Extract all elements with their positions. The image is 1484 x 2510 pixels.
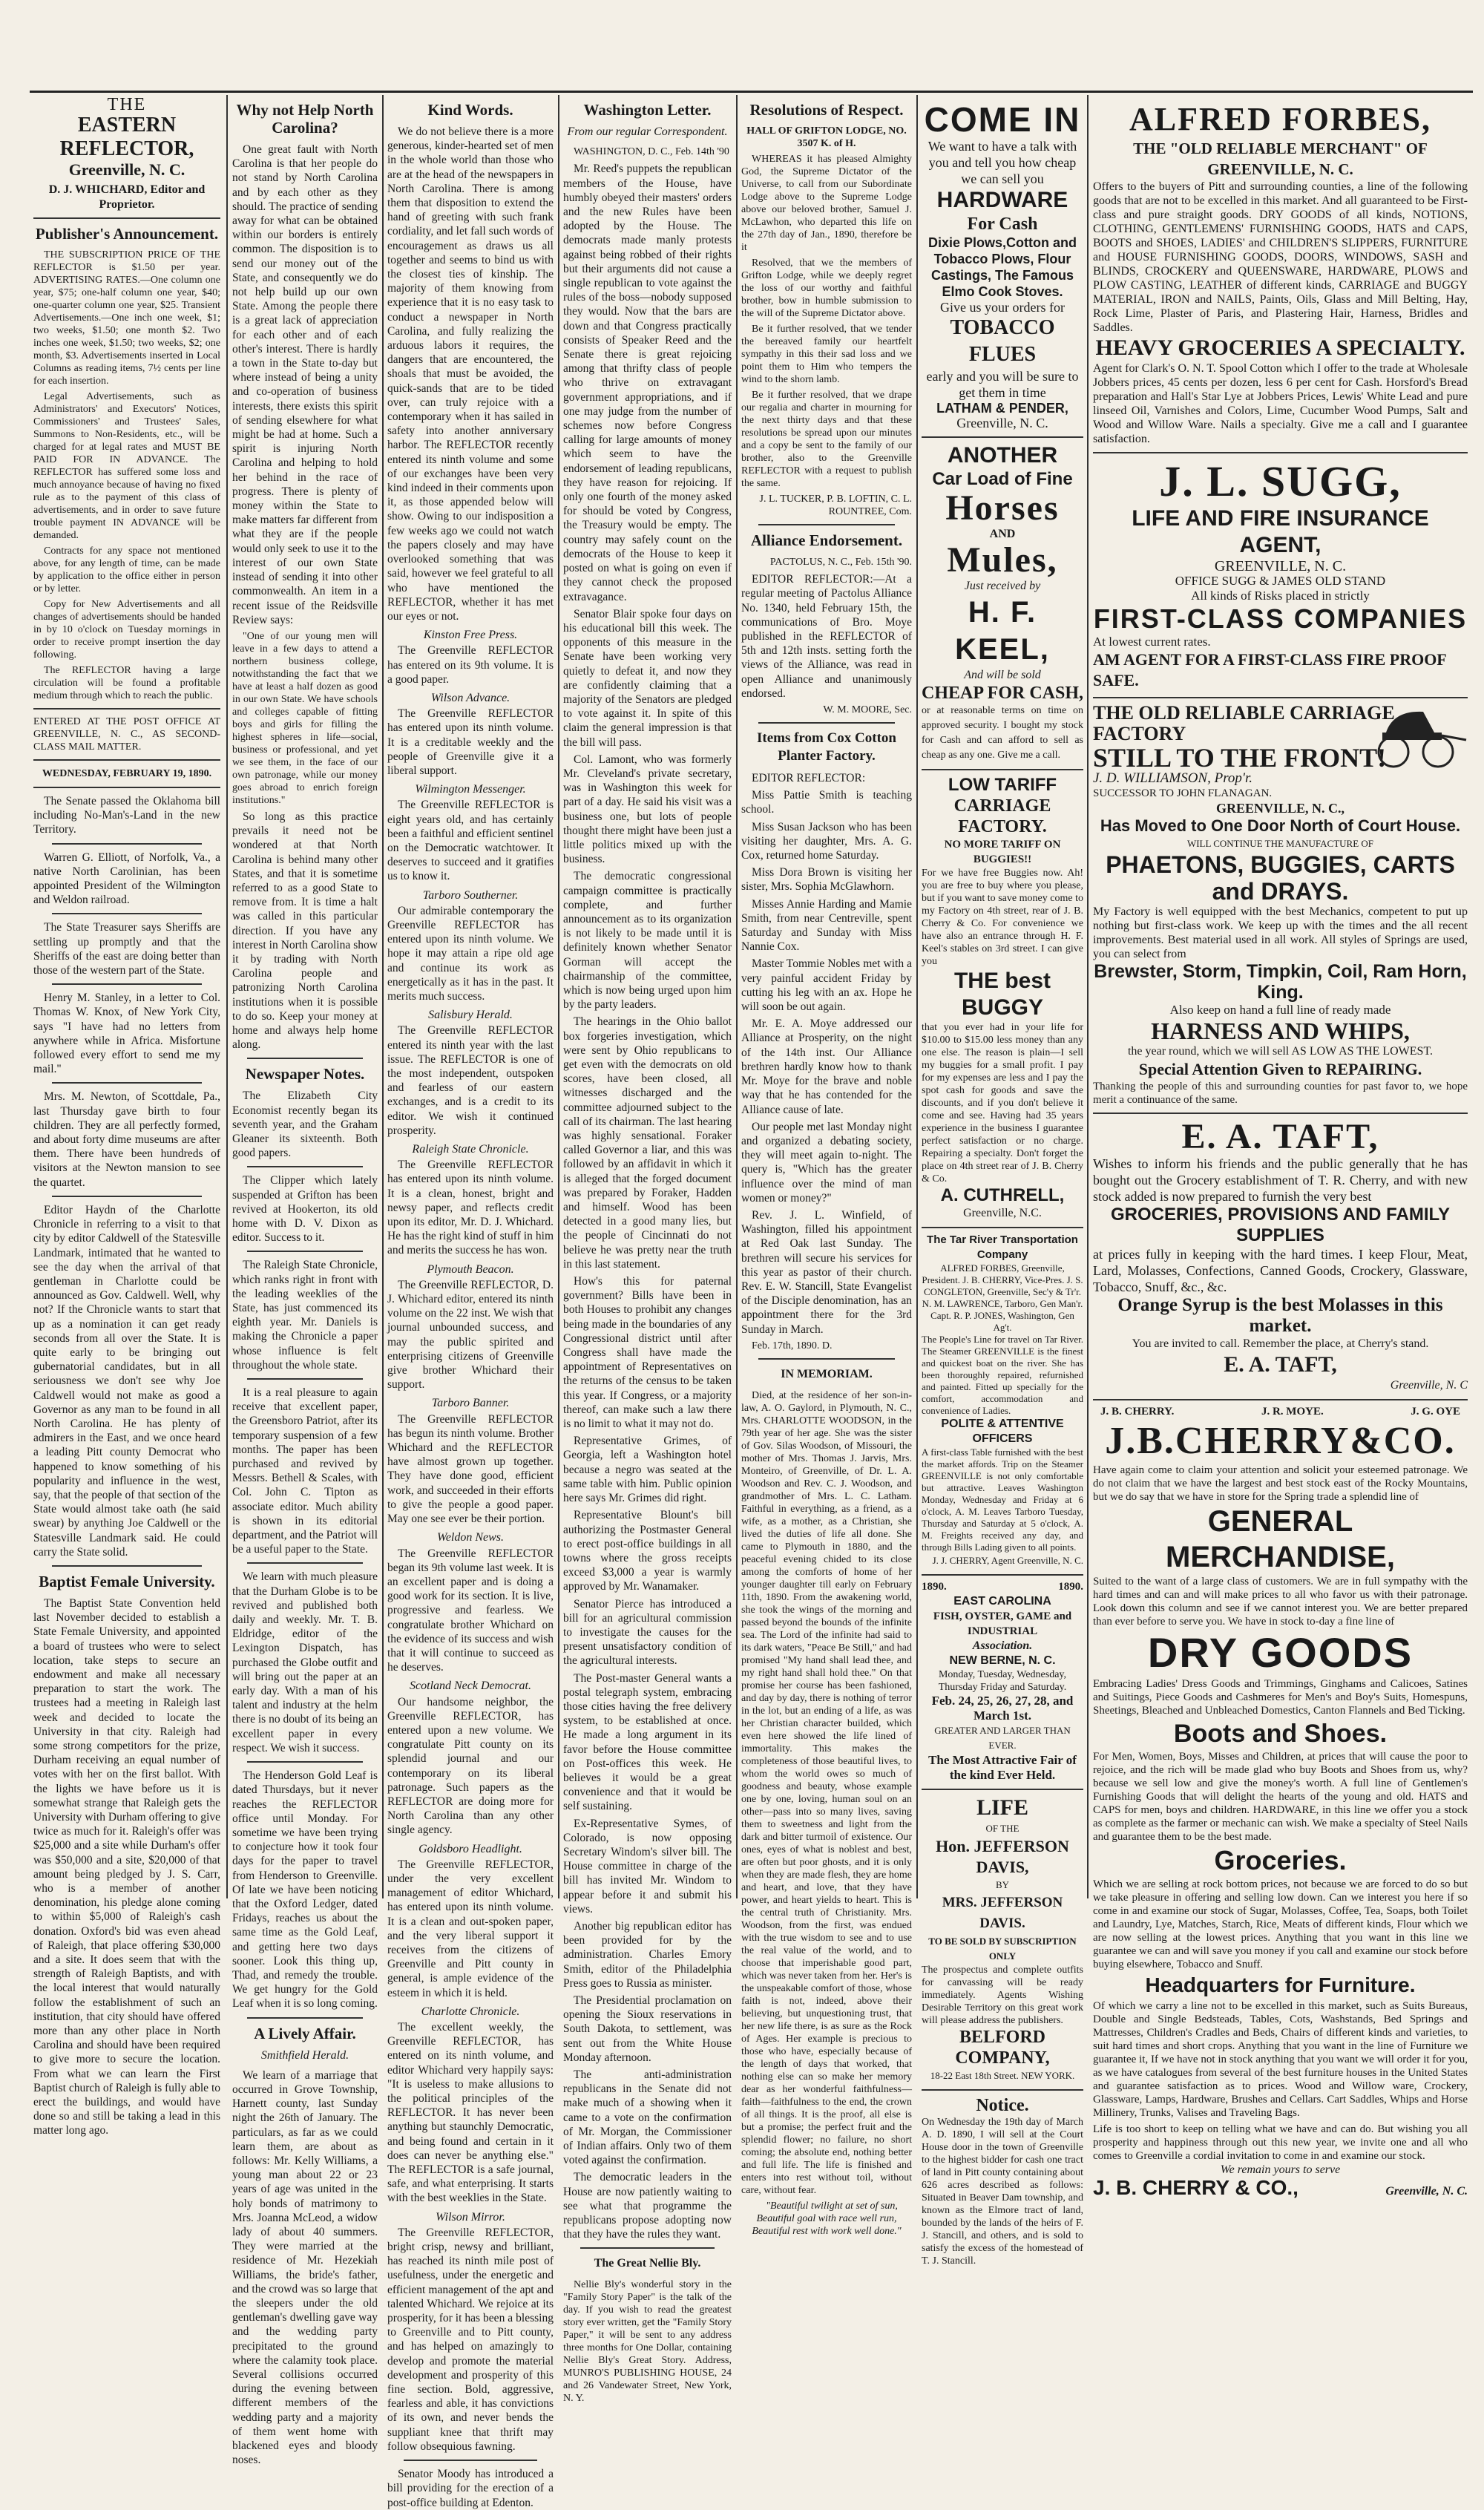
kind-words-intro: We do not believe there is a more generous, kinder-hearted set of men in the whole world than those who are at the head of the newspapers in North Carolina. There is among them that disposition to extend the hand of greeting with such frank cordiality, and let fall such words of encouragement as draws us all together and seems to bind us with the closest ties of kinship. The majority of them knowing from experience that it is no easy task to conduct a newspaper in North Carolina, and fully realizing the arduous labors it requires, the dangers that are encountered, the shoals that must be avoided, the quick-sands that are to be tided over, can truly rejoice with a contemporary when it has sailed in safety into another anniversary harbor. The REFLECTOR recently entered its ninth volume and some of our exchanges have been very kind indeed in their comments upon it, as those appended below will show. Owing to our indisposition a few weeks ago we could not watch the papers closely and may have overlooked something that was said, however we feel grateful to all who have mentioned the REFLECTOR, whether it has met our eyes or not.: [387, 125, 554, 623]
tariff-body: For we have free Buggies now. Ah! you are free to buy where you please, but if you want to save money come to my Factory on 4th street, rear of J. B. Cherry & Co. For convenience we have also an entrance through H. F. Keel's stables on 3rd street. I can give you: [922, 868, 1083, 967]
exchange-quote: Our handsome neighbor, the Greenville REFLECTOR, has entered upon a new volume. We congratulate Pitt county on its splendid journal and our contemporary on its liberal patronage. Such papers as the REFLECTOR are doing more for North Carolina than any other single agency.: [387, 1695, 554, 1837]
note-item: We learn with much pleasure that the Durham Globe is to be revived and published both daily and weekly. Mr. T. B. Eldridge, editor of the Lexington Dispatch, has purchased the Globe outfit and will bring out the paper at an early day. With a man of his talent and industry at the helm there is no doubt of its being an excellent paper in every respect. We wish it success.: [232, 1570, 378, 1754]
letter-paragraph: The Post-master General wants a postal telegraph system, embracing those cities having the free delivery system, to be established at once. He made a long argument in its favor before the House committee on Post-offices this week. He believes it would be a great convenience and that it would be self sustaining.: [563, 1671, 732, 1813]
groceries-heading: Groceries.: [1214, 1845, 1347, 1876]
exchange-source: Charlotte Chronicle.: [421, 2005, 520, 2018]
cherry-intro: Have again come to claim your attention and solicit your esteemed patronage. We do not claim that we have the largest and best stock east of the Rocky Mountains, but we do say that we have in store for the Spring trade a splendid line of: [1093, 1464, 1468, 1504]
keel-ad: [922, 438, 1083, 770]
masthead-place: Greenville, N. C.: [68, 160, 186, 180]
dry-goods: DRY GOODS: [1147, 1629, 1414, 1677]
cuthrell-name: A. CUTHRELL,: [940, 1185, 1065, 1205]
buggy-icon: [1364, 703, 1468, 770]
belford-company: BELFORD COMPANY,: [955, 2028, 1050, 2068]
alliance-date: PACTOLUS, N. C., Feb. 15th '90.: [769, 557, 912, 568]
news-item: Henry M. Stanley, in a letter to Col. Thomas W. Knox, of New York City, says "I have had no letters from anywhere while in Africa. Misfortune followed every effort to send me my mail.": [33, 992, 220, 1076]
letter-paragraph: Another big republican editor has been provided for by the administration. Charles Emory Smith, editor of the Philadelphia Press goes to Russia as minister.: [563, 1919, 732, 1990]
flues-sub: early and you will be sure to get them in time: [926, 369, 1079, 400]
divider: [33, 217, 220, 219]
column-5: [741, 96, 912, 2237]
cuthrell-place: Greenville, N.C.: [963, 1207, 1042, 1219]
another-heading: ANOTHER: [947, 443, 1058, 468]
cox-signature: Feb. 17th, 1890. D.: [752, 1340, 833, 1351]
thanks-note: Thanking the people of this and surrounding counties for past favor to, we hope merit a continuance of the same.: [1093, 1081, 1468, 1106]
orange-syrup: Orange Syrup is the best Molasses in this market.: [1117, 1295, 1443, 1336]
partner-oye: J. G. OYE: [1411, 1406, 1460, 1418]
cox-item: Our people met last Monday night and organized a debating society, they will meet again to-night. The query is, "Which has the greater influence over the mind of man women or money?": [741, 1120, 912, 1205]
column-rule: [558, 95, 559, 1898]
in-memoriam-poem: "Beautiful twilight at set of sun, Beautiful goal with race well run, Beautiful rest with work well done.": [752, 2200, 902, 2237]
exchange-quote: The Greenville REFLECTOR entered its ninth year with the last issue. The REFLECTOR is one of the most independent, outspoken and fearless of our eastern exchanges, and is a credit to its editor. We wish it continued prosperity.: [387, 1024, 554, 1137]
exchange-quote: The Greenville REFLECTOR began its 9th volume last week. It is an excellent paper and is doing a good work for its section. It is live, progressive and fearless. We congratulate brother Whichard on the evidence of its success and wish that it will continue to succeed as he deserves.: [387, 1547, 554, 1674]
lowest-rates: At lowest current rates.: [1093, 635, 1211, 649]
news-item: Editor Haydn of the Charlotte Chronicle in referring to a visit to that city by editor Caldwell of the Statesville Landmark, intimated that he wanted to see the day when the arrival of that gentleman in Charlotte could be announced as Gov. Caldwell. Well, why not? If the Chronicle wants to start that up as a nomination it can get ready seconds from all over the State. It is quite early to be bringing out gubernatorial candidates, but in all seriousness we don't see why Joe Caldwell would not make as good a Governor as any man to be found in all North Carolina. He has plenty of admirers in the East, and we once heard a leading Pitt county Democrat who happened to know something of his popularity and influence in the west, say, that the people of that section of the State would almost take oath (he said swear) by anything Joe Caldwell or the Statesville Landmark said. He could carry the State solid.: [33, 1203, 220, 1559]
tar-river-title: The Tar River Transportation Company: [927, 1233, 1078, 1261]
partner-cherry: J. B. CHERRY.: [1100, 1406, 1175, 1418]
alliance-body: EDITOR REFLECTOR:—At a regular meeting of Pactolus Alliance No. 1340, held February 15th, the communications of Bro. Moye published in the REFLECTOR of 5th and 12th insts. setting forth the views of the Alliance, was read in open Alliance and unanimously endorsed.: [741, 573, 912, 700]
exchange-quote: The Greenville REFLECTOR is eight years old, and has certainly been a faithful and efficient sentinel on the Democratic watchtower. It deserves to succeed and it gratifies us to know it.: [387, 799, 554, 883]
also-keep: Also keep on hand a full line of ready made: [1169, 1003, 1391, 1017]
williamson-ad: [1093, 698, 1468, 1114]
note-item: The Clipper which lately suspended at Grifton has been revived at Hookerton, its old home with D. V. Dixon as editor. Success to it.: [232, 1174, 378, 1245]
come-in-sub: We want to have a talk with you and tell you how cheap we can sell you: [928, 139, 1077, 186]
by-word: BY: [995, 1879, 1010, 1891]
divider: [247, 1562, 364, 1564]
divider: [247, 2017, 364, 2019]
notice-body: On Wednesday the 19th day of March A. D. 1890, I will sell at the Court House door in the town of Greenville to the highest bidder for cash one tract of land in Pitt county containing about 626 acres described as follows: Situated in Beaver Dam township, and known as the Elmore tract of land, bounded by the lands of the heirs of F. J. Stancill, and others, and is sold to satisfy the excess of the homestead of T. J. Stancill.: [922, 2117, 1083, 2267]
factory-body: My Factory is well equipped with the best Mechanics, competent to put up nothing but first-class work. We keep up with the times and the all recent improvements. Best material used in all work. All styles of Springs are used, you can select from: [1093, 905, 1468, 960]
divider: [758, 1358, 895, 1360]
exchange-quote: The Greenville REFLECTOR has entered upon its ninth volume. It is a clean, honest, bright and newsy paper, and reflects credit upon its editor, Mr. D. J. Whichard. He has the right kind of stuff in him and merits the success he has won.: [387, 1159, 554, 1257]
taft-signature: E. A. TAFT,: [1224, 1352, 1337, 1377]
year-left: 1890.: [922, 1581, 947, 1593]
baptist-university-body: The Baptist State Convention held last November decided to establish a State Female University, and appointed a board of trustees who were to select location, take steps to secure an endowment and make all necessary preparation to start the work. The trustees had a meeting in Raleigh last week and decided to locate the University in that city. Raleigh had some strong competitors for the prize, Durham receiving an equal number of votes with her on the first ballot. With the lights we have before us it is somewhat strange that Raleigh gets the University with Durham offering to give twice as much for it. Raleigh's offer was $25,000 and a site while Durham's offer was $50,000 and a site, $20,000 of that amount being pledged by J. S. Carr, who is a member of another denomination, his pledge alone coming to within $5,000 of Raleigh's cash donation. Oxford's bid was even ahead of Raleigh, that place offering $30,000 and a site. It does seem that with the strength of Raleigh Baptists, and with the local interest that would naturally follow the establishment of such an institution, that city should have offered more than any other place in North Carolina and should have been required to give more to secure the location. From what we can learn the First Baptist church of Raleigh is fully able to erect the buildings, and would have done so and still be taking a lead in this matter long ago.: [33, 1596, 220, 2137]
note-item: The Elizabeth City Economist recently began its seventh year, and the Graham Gleaner its sixteenth. Both good papers.: [232, 1089, 378, 1160]
letter-paragraph: The hearings in the Ohio ballot box forgeries investigation, which were sent by Ohio republicans to get even with the democrats on old scores, have been closed, all witnesses discharged and the committee adjourned subject to the call of its chairman. The last hearing was highly sensational. Foraker called Governor a liar, and this was followed by an affidavit in which it is alleged that the forged document was prepared by Foraker, Hadden and himself. Wood has been detected in a good many lies, but the people of Cincinnati do not believe he was pretty near the truth in this last statement.: [563, 1015, 732, 1271]
in-memoriam-title: IN MEMORIAM.: [781, 1367, 873, 1380]
will-be-sold: And will be sold: [964, 669, 1041, 681]
taft-body-2: at prices fully in keeping with the hard times. I keep Flour, Meat, Lard, Molasses, Confections, Canned Goods, Crockery, Glassware, Tobacco, Snuff, &c., &c.: [1093, 1247, 1468, 1294]
resolution-paragraph: Be it further resolved, that we drape our regalia and charter in mourning for the next thirty days and that these resolutions be spread upon our minutes and a copy be sent to the family of our brother, also to the Greenville REFLECTOR with a request to publish the same.: [741, 390, 912, 489]
forbes-body: Offers to the buyers of Pitt and surrounding counties, a line of the following goods that are not to be excelled in this market. And all guaranteed to be First-class and pure straight goods. DRY GOODS of all kinds, NOTIONS, CLOTHING, GENTLEMENS' FURNISHING GOODS, HATS and CAPS, BOOTS and SHOES, LADIES' and CHILDREN'S SLIPPERS, FURNITURE and HOUSE FURNISHING GOODS, DOORS, WINDOWS, SASH and BLINDS, CROCKERY and QUEENSWARE, HARDWARE, PLOWS and PLOW CASTING, LEATHER of different kinds, CARRIAGE and BUGGY MATERIAL, IRON and NAILS, Paints, Oils, Glass and Mill Belting, Hay, Rock Lime, Plaster of Paris, and Plastering Hair, Harness, Bridles and Saddles.: [1093, 180, 1468, 334]
exchange-quote: The Greenville REFLECTOR, bright crisp, newsy and brilliant, has reached its ninth mile post of usefulness, under the energetic and efficient management of the apt and talented Whichard. We rejoice at its prosperity, for it has been a blessing to Greenville and to Pitt county, and has helped on amazingly to develop and promote the material development and prosperity of this fine section. Bold, aggressive, fearless and able, it has convictions of its own, and never bends the suppliant knee that thrift may follow obsequious fawning.: [387, 2226, 554, 2453]
greater-larger: GREATER AND LARGER THAN EVER.: [934, 1725, 1071, 1752]
phaetons-buggies: PHAETONS, BUGGIES, CARTS and DRAYS.: [1106, 851, 1455, 905]
notice-ad: [922, 2091, 1083, 2267]
of-the: OF THE: [985, 1823, 1020, 1835]
horses-heading: Horses: [945, 488, 1060, 528]
cox-item: Miss Susan Jackson who has been visiting her daughter, Mrs. A. G. Cox, returned home Saturday.: [741, 820, 912, 862]
entered-post-office: ENTERED AT THE POST OFFICE AT GREENVILLE, N. C., AS SECOND-CLASS MAIL MATTER.: [33, 715, 220, 753]
cox-item: Misses Annie Harding and Mamie Smith, from near Centreville, spent Saturday and Sunday with Miss Nannie Cox.: [741, 897, 912, 954]
special-repairing: Special Attention Given to REPAIRING.: [1138, 1060, 1422, 1078]
cox-item: Rev. J. L. Winfield, of Washington, filled his appointment at Red Oak last Sunday. The brethren will secure his services for this year as pastor of their church. Rev. E. W. Stancill, State Evangelist of the Disciple denomination, has an appointment there for the 3rd Sunday in March.: [741, 1208, 912, 1336]
cox-item: Miss Dora Brown is visiting her sister, Mrs. Sophia McGlawhorn.: [741, 866, 912, 894]
spring-styles: Brewster, Storm, Timpkin, Coil, Ram Horn, King.: [1094, 961, 1467, 1003]
column-rule: [736, 95, 738, 1898]
column-1: [33, 95, 220, 2137]
just-received: Just received by: [964, 580, 1041, 592]
taft-name: E. A. TAFT,: [1181, 1117, 1379, 1156]
letter-paragraph: The anti-administration republicans in the Senate did not make much of a showing when it came to a vote on the confirmation of Mr. Morgan, the Commissioner of Indian affairs. Only two of them voted against the confirmation.: [563, 2068, 732, 2167]
masthead-the: THE: [107, 95, 147, 114]
east-carolina: EAST CAROLINA: [953, 1595, 1051, 1608]
first-class-companies: FIRST-CLASS COMPANIES: [1093, 603, 1468, 634]
news-item: Warren G. Elliott, of Norfolk, Va., a native North Carolinian, has been appointed President of the Wilmington and Weldon railroad.: [33, 851, 220, 907]
divider: [52, 913, 202, 914]
divider: [247, 1058, 364, 1059]
why-not-help-title: Why not Help North Carolina?: [236, 101, 374, 137]
life-too-short: Life is too short to keep on telling what we have and can do. But wishing you all prosperity and happiness through out this new year, we invite one and all who comes to Greenville a cordial invitation to come in and examine our stock.: [1093, 2123, 1468, 2163]
alliance-signer: W. M. MOORE, Sec.: [823, 704, 912, 716]
letter-paragraph: Ex-Representative Symes, of Colorado, is now opposing Secretary Windom's silver bill. The House committee in charge of the bill has invited Mr. Windom to appear before it and submit his views.: [563, 1817, 732, 1916]
old-reliable-merchant: THE "OLD RELIABLE MERCHANT" OF GREENVILLE, N. C.: [1133, 140, 1428, 178]
divider: [247, 1761, 364, 1763]
divider: [52, 1196, 202, 1197]
partner-moye: J. R. MOYE.: [1261, 1406, 1324, 1418]
baptist-university-title: Baptist Female University.: [39, 1572, 215, 1590]
exchange-source: Wilson Advance.: [430, 691, 510, 704]
washington-letter-sub: From our regular Correspondent.: [567, 125, 728, 138]
jefferson-davis: Hon. JEFFERSON DAVIS,: [936, 1837, 1069, 1877]
note-item: The Raleigh State Chronicle, which ranks right in front with the leading weeklies of the State, has just commenced its eighth year. Mr. Daniels is making the Chronicle a paper whose influence is felt throughout the whole state.: [232, 1259, 378, 1372]
exchange-quote: The excellent weekly, the Greenville REFLECTOR, has entered on its ninth volume, and editor Whichard very happily says: "It is useless to make allusions to the political principles of the REFLECTOR. It has never been anything but staunchly Democratic, and being found and certain in it does can never be anything else." The REFLECTOR is a safe journal, safe, and what enterprising. It starts with the best weeklies in the State.: [387, 2021, 554, 2205]
alliance-title: Alliance Endorsement.: [750, 531, 903, 549]
for-cash: For Cash: [967, 214, 1038, 234]
column-rule: [1087, 95, 1089, 1898]
news-item: Mrs. M. Newton, of Scottdale, Pa., last Thursday gave birth to four children. They are all perfectly formed, and about forty dime museums are after them. There have been hundreds of visitors at the Newton mansion to see the quartet.: [33, 1090, 220, 1189]
tobacco-flues: TOBACCO FLUES: [950, 316, 1055, 366]
tar-river-ad: [922, 1228, 1083, 1576]
carriage-factory: CARRIAGE FACTORY.: [953, 796, 1051, 836]
letter-paragraph: Senator Pierce has introduced a bill for an agricultural commission to investigate the causes for the present unsatisfactory condition of the agricultural interests.: [563, 1597, 732, 1668]
divider: [52, 983, 202, 985]
divider: [247, 1378, 364, 1380]
low-tariff: LOW TARIFF: [948, 775, 1057, 795]
association: Association.: [972, 1639, 1033, 1653]
furniture-body: Of which we carry a line not to be excelled in this market, such as Suits Bureaus, Double and Single Bedsteads, Tables, Cots, Washstands, Bed Springs and Mattresses, Children's Cradles and Beds, Chairs of different kinds and varieties, to suit hard times and short crops. Anything that you want in the line of Furniture we guarantee it, If we have not in stock anything that you want we will order it for you, as we have catalogues from several of the best furniture houses in the United States and guarantee satisfaction as to prices. Wood and Willow ware, Crockery, Glassware, Lamps, Hardware, Brushes and Cellars. Cart Saddles, Whips and Horse Millinery, Trunks, Valises and Traveling Bags.: [1093, 2000, 1468, 2120]
will-continue: WILL CONTINUE THE MANUFACTURE OF: [1186, 838, 1374, 849]
divider: [33, 708, 220, 710]
carriage-factory-title: THE OLD RELIABLE CARRIAGE FACTORY: [1093, 702, 1395, 744]
most-attractive: The Most Attractive Fair of the kind Ever Held.: [928, 1753, 1077, 1783]
column-3: [387, 96, 554, 2509]
no-more-tariff: NO MORE TARIFF ON BUGGIES!!: [944, 839, 1061, 865]
in-memoriam-body: Died, at the residence of her son-in-law, A. O. Gaylord, in Plymouth, N. C., Mrs. CHARLOTTE WOODSON, in the 79th year of her age. She was the sister of Gov. Silas Woodson, of Missouri, the mother of Mrs. Thomas J. Jarvis, Mrs. Monteiro, of Greenville, of Dr. L. A. Woodson and Rev. C. J. Woodson, and grandmother of Mrs. L. C. Latham. Faithful in everything, as a friend, as a wife, as a mother, as a Christian, she lived the duties of life all done. She came to Plymouth in 1880, and the peaceful evening chided to its close among the comforts of home of her younger daughter till early on February 11th, 1890. From the awakening world, she took the wings of the morning and passed beyond the bounds of the infinite sea. The Lord of the infinite had said to its dark waters, "Peace Be Still," and had promised "My hand shall lead thee, and my right hand shall hold thee." On that promise her course has been fashioned, and day by day, there is nothing of terror in the lot, but an ending of a life, as was her Christian character builded, which even here showed the life lined of immortality. This makes the completeness of those beautiful lives, to whom the world owes so much of goodness and beauty, whose example one by one, loving, human soul on an other—pass into so many lives, saving them to sweetness and light from the dark and bitter turmoil of existence. Our ones, eyes of what is noblest and best, are often but poor ghosts, and it is only when they are made flesh, they are home and heart, and love, that they have power, and heart yields to heart. This is the central truth of Christianity. Mrs. Woodson, from the first, was endued with the true wisdom to see and to use the real value of the world, and to choose that imperishable good part, which was never taken from her. Her's is the unspeakable comfort of those, whose faith is not, indeed, above their believing, but unquestioning trust, that her new life there, is as sure as the Rock of Ages. Her example is precious to those who have, especially because of the length of days that worked, that nothing else can so make her memory dear as her wonderful faithfulness—faith—faithfulness to the end, the crown of all things. It is the proof, all else is but a promise; the perfect fruit and the splendid flower; no failure, no short coming; the absolute end, nothing better and full life. The life is finished and enters into rest without toil, without care, without fear.: [741, 1389, 912, 2196]
mules-heading: Mules,: [947, 540, 1058, 580]
divider: [247, 1251, 364, 1252]
taft-body: Wishes to inform his friends and the public generally that he has bought out the Grocery establishment of T. R. Cherry, and with new stock added is now prepared to furnish the very best: [1093, 1156, 1468, 1204]
best-buggy: THE best BUGGY: [953, 969, 1051, 1020]
kind-words-title: Kind Words.: [427, 101, 513, 119]
headquarters-furniture: Headquarters for Furniture.: [1145, 1973, 1416, 1997]
cox-item: Mr. E. A. Moye addressed our Alliance at Prosperity, on the night of the 14th inst. Our Alliance brethren hardly know how to thank Mr. Moye for the brave and noble way that he has contended for the Alliance cause of late.: [741, 1018, 912, 1116]
sugg-title: LIFE AND FIRE INSURANCE AGENT,: [1132, 506, 1429, 557]
masthead-name: EASTERN REFLECTOR,: [59, 114, 194, 161]
dixie-plows: Dixie Plows,Cotton and Tobacco Plows, Flour Castings, The Famous Elmo Cook Stoves.: [928, 235, 1077, 299]
circulation-note: The REFLECTOR having a large circulation will be found a profitable medium through which to reach the public.: [33, 664, 220, 701]
divider: [580, 2247, 715, 2249]
tar-river-officers: ALFRED FORBES, Greenville, President. J. B. CHERRY, Vice-Pres. J. S. CONGLETON, Greenville, Sec'y & Tr'r. N. M. LAWRENCE, Tarboro, Gen Man'r. Capt. R. P. JONES, Washington, Gen Ag't.: [922, 1262, 1083, 1333]
jb-cherry-co: J.B.CHERRY&CO.: [1105, 1420, 1456, 1463]
fire-proof-safe: AM AGENT FOR A FIRST-CLASS FIRE PROOF SAFE.: [1093, 650, 1446, 689]
exchange-source: Kinston Free Press.: [423, 629, 518, 642]
divider: [33, 759, 220, 761]
exchange-source: Wilmington Messenger.: [415, 783, 526, 796]
remain-yours: We remain yours to serve: [1220, 2163, 1341, 2177]
article-paragraph: One great fault with North Carolina is that her people do not stand by North Carolina and by each other as they should. The practice of sending away for what can be obtained within our borders is entirely common. The disposition is to send our money out of the State, and consequently we do not help build up our own State. Among the people there is a great lack of appreciation for each other and of each other's interest. There is hardly a town in the State to-day but where instead of being a unity and co-operation of business interests, there exists this spirit of sending elsewhere for what might be had at home. Such a spirit is injuring North Carolina and helping to hold her behind in the race of progress. There is plenty of money within the State to make matters far different from what they are if the people would only seek to use it to the interest of our own State instead of sending it into other commonwealth. An item in a recent issue of the Reidsville Review says:: [232, 143, 378, 626]
cherry-sign-row: [1093, 2178, 1468, 2199]
lodge-name: HALL OF GRIFTON LODGE, NO. 3507 K. of H.: [746, 125, 907, 149]
masthead-editor: D. J. WHICHARD, Editor and Proprietor.: [48, 183, 206, 211]
column-6-ads: [922, 96, 1084, 2267]
hardware-heading: HARDWARE: [936, 188, 1068, 212]
groceries-body: Which we are selling at rock bottom prices, not because we are forced to do so but we take pleasure in offering and selling low down. Can we interest you here if so come in and examine our stock of Sugar, Molasses, Coffee, Tea, Soaps, both Toilet and Laundry, Lye, Matches, Starch, Rice, Meats of different kinds, Flour which we are now selling at the lowest prices. Anything that you want in this line we guarantee we can and will save you money if you call and examine our stock before buying elsewhere, Tobacco and Snuff.: [1093, 1878, 1468, 1971]
divider: [758, 722, 895, 724]
and-word: AND: [989, 528, 1016, 540]
exchange-quote: The Greenville REFLECTOR has entered on its 9th volume. It is a good paper.: [387, 644, 554, 686]
column-7-ads: [1093, 96, 1468, 2200]
divider: [33, 787, 220, 788]
heavy-groceries-body: Agent for Clark's O. N. T. Spool Cotton which I offer to the trade at Wholesale Jobbers prices, 45 cents per dozen, less 6 per cent for Cash. Horsford's Bread preparation and Hall's Star Lye at Jobbers Prices, Lewis' White Lead and pure linseed Oil, Varnishes and Colors, Lime, Cucumber Wood Pumps, Salt and Wood and Willow Ware. Nails a specialty. Give me a call and I guarantee satisfaction.: [1093, 362, 1468, 445]
cox-item: Master Tommie Nobles met with a very painful accident Friday by cutting his leg with an ax. Hope he will soon be out again.: [741, 957, 912, 1014]
washington-dateline: WASHINGTON, D. C., Feb. 14th '90: [574, 146, 729, 158]
general-merchandise: GENERAL MERCHANDISE,: [1166, 1505, 1395, 1574]
belford-address: 18-22 East 18th Street. NEW YORK.: [930, 2070, 1075, 2082]
column-rule: [382, 95, 384, 1898]
letter-paragraph: The democratic leaders in the House are now patiently waiting to see what that programme the republicans propose adopting now that they have the rules they want.: [563, 2171, 732, 2241]
forbes-ad: [1093, 96, 1468, 453]
cuthrell-ad: [922, 770, 1083, 1228]
column-4: [563, 96, 732, 2405]
column-rule: [226, 95, 228, 1898]
best-buggy-body: that you ever had in your life for $10.00 to $15.00 less money than any one else. The reason is plain—I sell my buggies for a small profit. I pay for my expenses are less and I pay the spot cash for goods and save the discounts, and if you don't believe it come and see. Having had 35 years experience in the business I guarantee perfect satisfaction or no charge. Repairing a specialty. Don't forget the place on 4th street rear of J. B. Cherry & Co.: [922, 1022, 1083, 1184]
exchange-source: Scotland Neck Democrat.: [410, 1680, 531, 1693]
year-round: the year round, which we will sell AS LOW AS THE LOWEST.: [1127, 1045, 1434, 1058]
letter-paragraph: The Presidential proclamation on opening the Sioux reservations in South Dakota, to settlement, was sent out from the White House Monday afternoon.: [563, 1994, 732, 2064]
boots-shoes: Boots and Shoes.: [1173, 1720, 1388, 1749]
harness-whips: HARNESS AND WHIPS,: [1151, 1018, 1410, 1044]
year-row: [922, 1580, 1083, 1594]
carload: Car Load of Fine: [932, 469, 1073, 489]
sugg-place: GREENVILLE, N. C.: [1214, 558, 1347, 574]
note-item: It is a real pleasure to again receive that excellent paper, the Greensboro Patriot, after its temporary suspension of a few months. The paper has been purchased and revived by Messrs. Bethell & Scales, with Col. John C. Tipton as associate editor. Much ability is shown in its editorial department, and the Patriot will be a useful paper to the State.: [232, 1386, 378, 1556]
cherry-signature: J. B. CHERRY & CO.,: [1093, 2176, 1298, 2200]
letter-paragraph: Senator Blair spoke four days on his educational bill this week. The opponents of this measure in the Senate have been working very quietly to defeat it, and now they are confidently claiming that a majority of the Senators are pledged to vote against it. In spite of this claim the general impression is that the bill will pass.: [563, 607, 732, 749]
resolution-paragraph: Resolved, that we the members of Grifton Lodge, while we deeply regret the loss of our worthy and faithful brother, bow in humble submission to the will of the Supreme Dictator above.: [741, 258, 912, 319]
nellie-bly-title: The Great Nellie Bly.: [594, 2257, 701, 2270]
notice-title: Notice.: [976, 2096, 1029, 2116]
gm-body: Suited to the want of a large class of customers. We are in full sympathy with the hard times and can and will make prices to all who favor us with their patronage. Look down this column and see if we cannot interest you. We are better prepared than ever before to serve you. We have in stock to-day a fine line of: [1093, 1576, 1468, 1628]
note-item: The Henderson Gold Leaf is dated Thursdays, but it never reaches the REFLECTOR office until Monday. For sometime we have been trying to conjecture how it took four days for the paper to travel from Henderson to Greenville. Of late we have been noticing that the Oxford Ledger, dated Fridays, reaches us about the same time as the Gold Leaf, and getting here two days sooner. Look this thing up, Thad, and remedy the trouble. We get hungry for the Gold Leaf when it is so long coming.: [232, 1769, 378, 2011]
come-in-heading: COME IN: [924, 100, 1081, 139]
divider: [247, 1166, 364, 1167]
copy-note: Copy for New Advertisements and all changes of advertisements should be handed in by 10 o'clock on Tuesday mornings in order to receive prompt insertion the day following.: [33, 598, 220, 661]
letter-paragraph: Representative Blount's bill authorizing the Postmaster General to erect post-office buildings in all towns where the gross receipts exceed $3,000 a year is warmly approved by Mr. Wanamaker.: [563, 1509, 732, 1593]
divider: [758, 524, 895, 525]
boots-body: For Men, Women, Boys, Misses and Children, at prices that will cause the poor to rejoice, and the rich will be made glad who buy Boots and Shoes from us, why? because we sell low and give the money's worth. A full line of Gentlemen's Furnishing Goods that will delight the hearts of the young and old. HATS and CAPS for men, boys and children. HARDWARE, in this line we offer you a stock as complete as the farmer or mechanic can wish. We make a specialty of Steel Nails and guarantee them to be the best made.: [1093, 1751, 1468, 1844]
exchange-quote: The Greenville REFLECTOR has begun its ninth volume. Brother Whichard and the REFLECTOR have almost grown up together. They have done good, efficient work, and succeeded in their efforts to give the people a good paper. May one see ever be their portion.: [387, 1412, 554, 1526]
sugg-name: J. L. SUGG,: [1159, 457, 1402, 505]
cox-items-title: Items from Cox Cotton Planter Factory.: [756, 730, 897, 764]
life-heading: LIFE: [976, 1795, 1029, 1821]
washington-letter-title: Washington Letter.: [583, 101, 712, 119]
tar-river-agent: J. J. CHERRY, Agent Greenville, N. C.: [932, 1555, 1083, 1566]
subscription-rates: THE SUBSCRIPTION PRICE OF THE REFLECTOR is $1.50 per year. ADVERTISING RATES.—One column one year, $75; one-half column one year, $40; one-quarter column one year, $25. Transient Advertisements.—One inch one week, $1; two weeks, $1.50; one month $2. Two inches one week, $1.50; two weeks, $2; one month, $3. Advertisements inserted in Local Columns as reading items, 7½ cents per line for each insertion.: [33, 249, 220, 387]
newspaper-notes-title: Newspaper Notes.: [245, 1065, 365, 1084]
exchange-source: Goldsboro Headlight.: [418, 1842, 522, 1855]
polite-officers: POLITE & ATTENTIVE OFFICERS: [941, 1418, 1064, 1445]
exchange-quote: The Greenville REFLECTOR, D. J. Whichard editor, entered its ninth volume on the 22 inst. We wish that journal unbounded success, and may the public spirited and enterprising citizens of Greenville give brother Whichard their support.: [387, 1278, 554, 1392]
letter-paragraph: Mr. Reed's puppets the republican members of the House, have humbly obeyed their masters' orders and the new Rules have been adopted by the House. The democrats made manly protests against being robbed of their rights but their arguments did not cause a single republican to vote against the rules of the boss—nobody supposed they would. Now that the bars are down and that Congress practically consists of Speaker Reed and the Senate there is great rejoicing among that thrifty class of people who thrive on extravagant government appropriations, and if one may judge from the number of schemes now before Congress calling for large amounts of money which seem to have the endorsement of leading republicans, they have reason for rejoicing. If only one fourth of the money asked for should be voted by Congress, the Treasury would be empty. The country may safely count on the democrats of the House to keep it posted on what is going on even if they cannot check the proposed extravagance.: [563, 163, 732, 603]
resolution-paragraph: Be it further resolved, that we tender the bereaved family our heartfelt sympathy in this their sad loss and we point them to Him who tempers the wind to the shorn lamb.: [741, 324, 912, 385]
publisher-announcement-title: Publisher's Announcement.: [35, 224, 219, 243]
heavy-groceries: HEAVY GROCERIES A SPECIALTY.: [1095, 335, 1465, 360]
letter-paragraph: How's this for paternal government? Bills have been in both Houses to prohibit any changes being made in the boundaries of any Congressional district until after Congress shall have made the appointment of Representatives on the returns of the census to be taken this year. If Congress, or a majority thereof, can make such a law there is no limit to what it may not do.: [563, 1275, 732, 1431]
polite-body: A first-class Table furnished with the best the market affords. Trip on the Steamer GREENVILLE is not only comfortable but attractive. Leaves Washington Monday, Wednesday and Friday at 6 o'clock, A. M. Leaves Tarboro Tuesday, Thursday and Saturday at 5 o'clock, A. M. Freights received any day, and through Bills Lading given to all points.: [922, 1446, 1083, 1553]
exchange-quote: The Greenville REFLECTOR has entered upon its ninth volume. It is a creditable weekly and the people of Greenville give it a liberal support.: [387, 707, 554, 777]
exchange-source: Tarboro Southerner.: [422, 888, 519, 902]
latham-pender: LATHAM & PENDER,: [936, 401, 1068, 416]
exchange-source: Wilson Mirror.: [436, 2210, 505, 2224]
sugg-ad: [1093, 453, 1468, 698]
cox-item: EDITOR REFLECTOR:: [752, 772, 866, 785]
exchange-quote: The Greenville REFLECTOR, under the very excellent management of editor Whichard, has entered upon its ninth volume. It is a clean and out-spoken paper, and the very liberal support it receives from the citizens of Greenville and Pitt county in general, is ample evidence of the esteem in which it is held.: [387, 1858, 554, 1999]
sugg-risks: All kinds of Risks placed in strictly: [1191, 589, 1370, 603]
new-berne: NEW BERNE, N. C.: [949, 1654, 1056, 1668]
latham-pender-ad: [922, 96, 1083, 438]
column-2: [232, 96, 378, 2467]
lively-affair-body: We learn of a marriage that occurred in Grove Township, Harnett county, last Sunday night the 26th of January. The particulars, as far as we could learn them, are about as follows: Mr. Kelly Williams, a young man about 22 or 23 years of age was united in the holy bonds of matrimony to Mrs. Joanna McLeod, a widow lady of about 40 summers. They were married at the residence of Mr. Hezekiah Williams, the bride's father, and the crowd was so large that the sleepers under the old gentleman's dwelling gave way and the wedding party precipitated to the ground where the calamity took place. Several collisions occurred during the evening between different members of the wedding party and a majority of them went home with blackened eyes and bloody noses.: [232, 2068, 378, 2467]
divider: [52, 1082, 202, 1084]
keel-body: or at reasonable terms on time on approved security. I bought my stock for Cash and can afford to sell as cheap as any one. Give me a call.: [922, 705, 1083, 761]
exchange-source: Weldon News.: [436, 1531, 505, 1544]
sugg-office: OFFICE SUGG & JAMES OLD STAND: [1175, 574, 1386, 588]
cheap-for-cash: CHEAP FOR CASH,: [922, 684, 1084, 703]
give-orders: Give us your orders for: [940, 300, 1065, 315]
letter-paragraph: Representative Grimes, of Georgia, left a Washington hotel because a negro was seated at the same table with him. Public opinion here says Mr. Grimes did right.: [563, 1435, 732, 1505]
cherry-partners: [1093, 1405, 1468, 1419]
successor: SUCCESSOR TO JOHN FLANAGAN.: [1093, 787, 1273, 799]
news-item: The State Treasurer says Sheriffs are settling up promptly and that the Sheriffs of the east are doing better than those of the western part of the State.: [33, 921, 220, 977]
letter-paragraph: Col. Lamont, who was formerly Mr. Cleveland's private secretary, was in Washington this week for part of a day. He said his visit was a business one, but lots of people thought there might have been just a little politics mixed up with the business.: [563, 753, 732, 866]
exchange-source: Salisbury Herald.: [428, 1009, 513, 1022]
year-right: 1890.: [1058, 1581, 1083, 1593]
column-rule: [916, 95, 918, 1898]
fish-oyster-ad: [922, 1576, 1083, 1790]
williamson-prop: J. D. WILLIAMSON, Prop'r.: [1093, 770, 1252, 786]
news-item: The Senate passed the Oklahoma bill including No-Man's-Land in the new Territory.: [33, 795, 220, 836]
exchange-source: Raleigh State Chronicle.: [412, 1143, 529, 1156]
resolution-paragraph: WHEREAS it has pleased Almighty God, the Supreme Dictator of the Universe, to call from our Subordinate Lodge above to the Supreme Lodge above our beloved brother, Samuel J. McLawhon, who departed this life on the 27th day of Jan., 1890, therefore be it: [741, 154, 912, 253]
committee-signers: J. L. TUCKER, P. B. LOFTIN, C. L. ROUNTREE, Com.: [759, 494, 912, 517]
taft-ad: [1093, 1114, 1468, 1400]
taft-place: Greenville, N. C: [1390, 1379, 1468, 1392]
invited-note: You are invited to call. Remember the place, at Cherry's stand.: [1132, 1337, 1429, 1350]
nellie-bly-body: Nellie Bly's wonderful story in the "Family Story Paper" is the talk of the day. If you wish to read the greatest story ever written, get the "Family Story Paper," it will be sent to any address three months for One Dollar, containing Nellie Bly's Great Story. Address, MUNRO'S PUBLISHING HOUSE, 24 and 26 Vandewater Street, New York, N. Y.: [563, 2279, 732, 2405]
divider: [52, 843, 202, 845]
article-paragraph: So long as this practice prevails it need not be wondered at that North Carolina is behind many other States, and that it is sometime referred to as a good State to remove from. It is time a halt was called in this particular direction. If you have any interest in North Carolina show it by trading with North Carolina people and patronizing North Carolina institutions when it is possible to do so. Keep your money at home and always help home along.: [232, 810, 378, 1052]
keel-name: H. F. KEEL,: [955, 596, 1050, 666]
exchange-source: Tarboro Banner.: [431, 1397, 510, 1410]
has-moved: Has Moved to One Door North of Court House.: [1100, 816, 1461, 835]
forbes-name: ALFRED FORBES,: [1129, 101, 1431, 137]
exchange-source: Plymouth Beacon.: [427, 1262, 514, 1276]
mrs-jefferson-davis: MRS. JEFFERSON DAVIS.: [942, 1895, 1063, 1932]
lively-affair-source: Smithfield Herald.: [260, 2048, 349, 2062]
davis-ad: [922, 1790, 1083, 2091]
groceries-provisions: GROCERIES, PROVISIONS AND FAMILY SUPPLIES: [1111, 1205, 1450, 1245]
dateline: WEDNESDAY, FEBRUARY 19, 1890.: [42, 767, 212, 779]
tar-river-body: The People's Line for travel on Tar River. The Steamer GREENVILLE is the finest and quickest boat on the river. She has been thoroughly repaired, refurnished and painted. Fitted up specially for the comfort, accommodation and convenience of Ladies.: [922, 1334, 1083, 1416]
divider: [404, 2460, 536, 2461]
cherry-place: Greenville, N. C.: [1385, 2185, 1468, 2198]
top-rule: [30, 91, 1473, 93]
dry-goods-body: Embracing Ladies' Dress Goods and Trimmings, Ginghams and Calicoes, Satines and Suitings, Piece Goods and Cashmeres for Men's and Boy's Suits, Homespuns, Sheetings, Bleached and Unbleached Domestics, Canton Flannels and Bed Ticking.: [1093, 1678, 1468, 1717]
fair-days: Monday, Tuesday, Wednesday, Thursday Friday and Saturday.: [938, 1669, 1067, 1694]
cherry-ad: [1093, 1400, 1468, 2199]
lively-affair-title: A Lively Affair.: [254, 2024, 356, 2042]
resolutions-title: Resolutions of Respect.: [749, 101, 904, 119]
letter-paragraph: The democratic congressional campaign committee is practically complete, and further announcement as to its organization is not likely to be made until it is definitely known whether Senator Gorman will accept the chairmanship of the committee, which is now being urged upon him by the party leaders.: [563, 870, 732, 1012]
contracts-note: Contracts for any space not mentioned above, for any length of time, can be made by application to the office either in person or by letter.: [33, 545, 220, 594]
latham-place: Greenville, N. C.: [956, 416, 1048, 430]
exchange-quote: Our admirable contemporary the Greenville REFLECTOR has entered upon its ninth volume. We hope it may attain a ripe old age and continue its work as energetically as it has in the past. It merits much success.: [387, 904, 554, 1003]
moody-note: Senator Moody has introduced a bill providing for the erection of a post-office building at Edenton.: [387, 2468, 554, 2509]
legal-advertisements: Legal Advertisements, such as Administrators' and Executors' Notices, Commissioners' and Trustees' Sales, Summons to Non-Residents, etc., will be charged for at legal rates and MUST BE PAID FOR IN ADVANCE. The REFLECTOR has suffered some loss and much annoyance because of having no fixed rule as to the payment of this class of advertisements, and in order to save future trouble payment IN ADVANCE will be demanded.: [33, 390, 220, 541]
williamson-place: GREENVILLE, N. C.,: [1215, 801, 1345, 816]
fish-oyster-game: FISH, OYSTER, GAME and INDUSTRIAL: [933, 1610, 1072, 1638]
review-quote: "One of our young men will leave in a few days to attend a northern business college, notwithstanding the fact that we have at least a half dozen as good in our own State. We have schools and colleges capable of fitting boys and girls for filling the highest spheres in life—social, business or professional, and yet we see them, in the face of our own patronage, while our money goes abroad to enrich foreign institutions.": [232, 630, 378, 806]
subscription-only: TO BE SOLD BY SUBSCRIPTION ONLY: [928, 1936, 1077, 1962]
davis-body: The prospectus and complete outfits for canvassing will be ready immediately. Agents Wishing Desirable Territory on this great work will please address the publishers.: [922, 1965, 1083, 2027]
fair-dates: Feb. 24, 25, 26, 27, 28, and March 1st.: [931, 1694, 1074, 1723]
still-to-the-front: STILL TO THE FRONT!: [1093, 743, 1387, 773]
divider: [52, 1565, 202, 1567]
cox-item: Miss Pattie Smith is teaching school.: [741, 789, 912, 816]
